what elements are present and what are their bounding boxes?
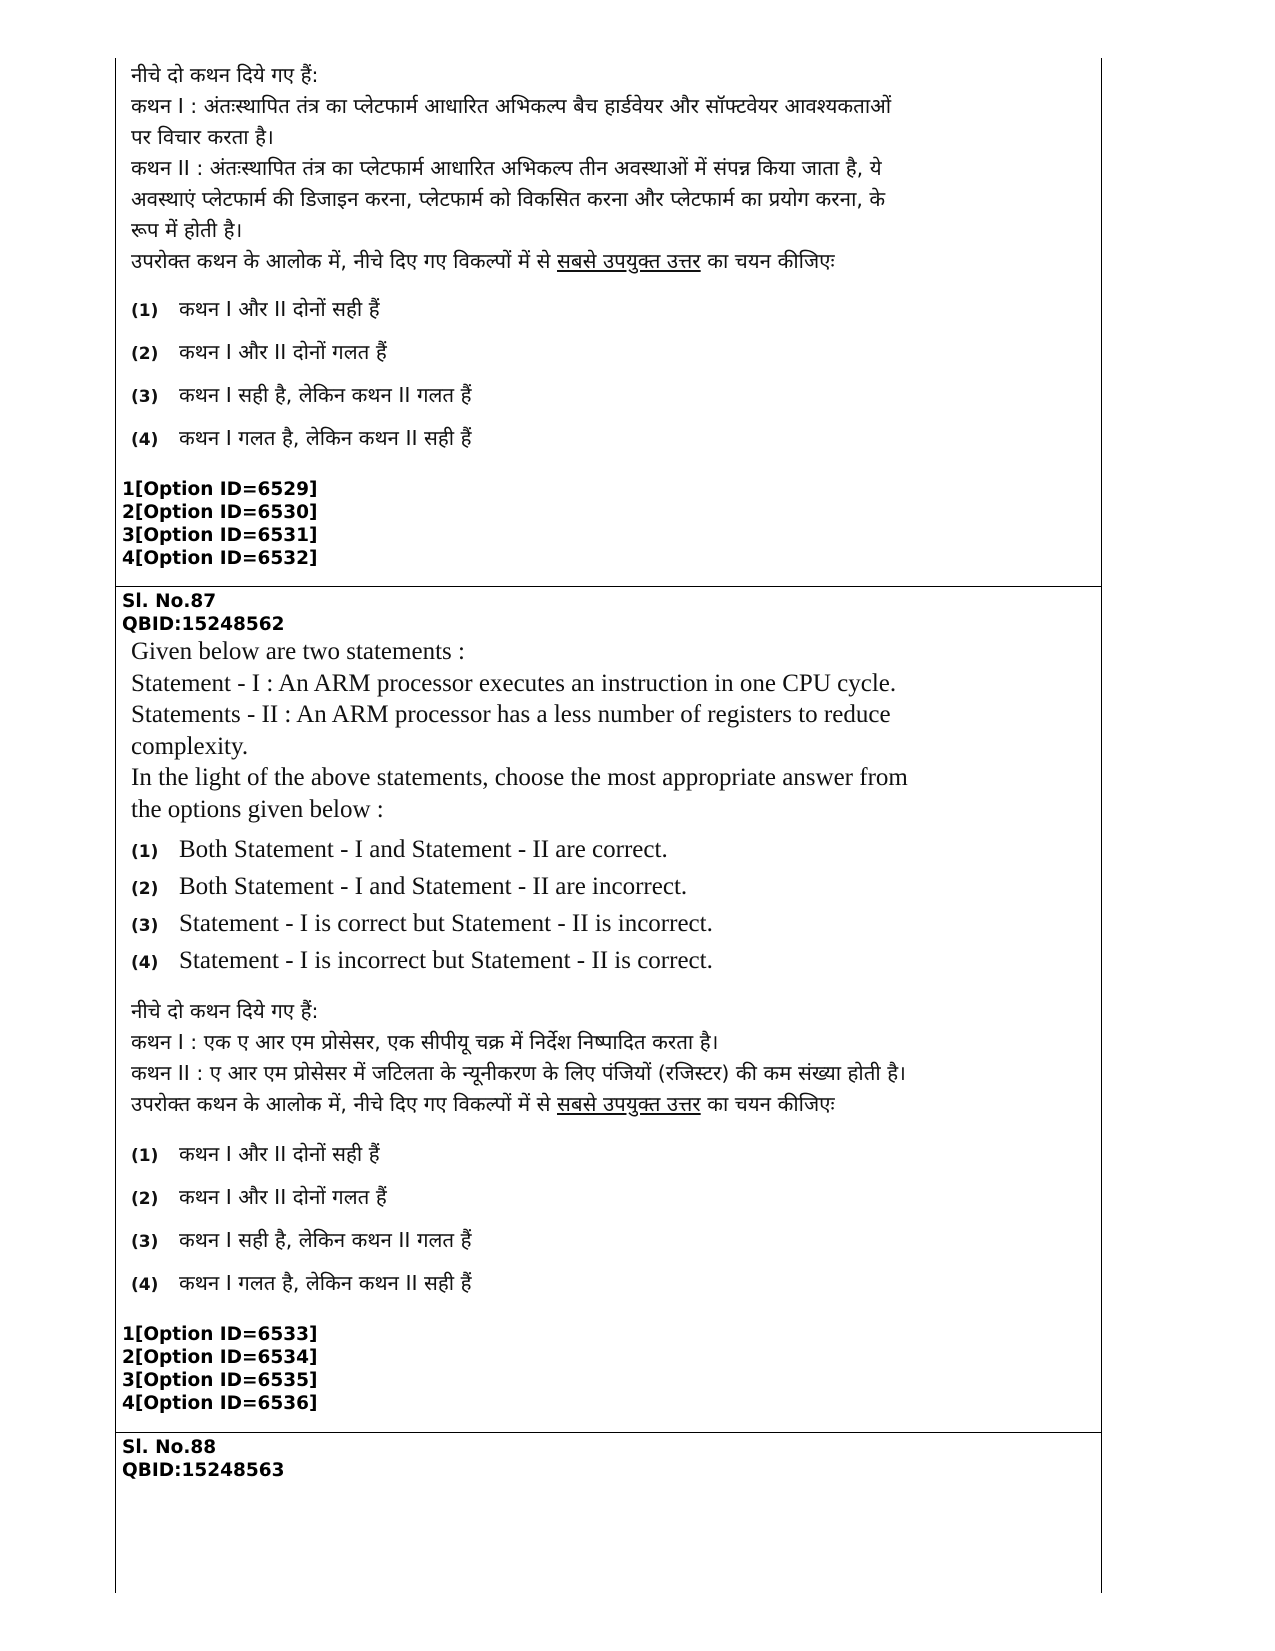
question-line: कथन II : ए आर एम प्रोसेसर में जटिलता के न्यूनीकरण के लिए पंजियों (रजिस्टर) की कम संख्या होती है। bbox=[131, 1061, 906, 1085]
option-number: (4) bbox=[131, 953, 159, 973]
serial-number: Sl. No.87 bbox=[122, 591, 217, 612]
option-number: (3) bbox=[131, 387, 159, 407]
option-item bbox=[131, 1226, 472, 1254]
option-id: 2[Option ID=6534] bbox=[122, 1347, 318, 1368]
option-number: (2) bbox=[131, 1189, 159, 1209]
option-id: 2[Option ID=6530] bbox=[122, 502, 318, 523]
option-text: कथन I और II दोनों गलत हैं bbox=[179, 340, 387, 364]
question-instruction bbox=[131, 246, 1091, 277]
question-line: the options given below : bbox=[131, 795, 384, 823]
question-line: Statement - I : An ARM processor executes an instruction in one CPU cycle. bbox=[131, 669, 897, 697]
option-number: (1) bbox=[131, 301, 159, 321]
option-item bbox=[131, 947, 713, 975]
option-text: Statement - I is correct but Statement - II is incorrect. bbox=[179, 910, 713, 937]
english-question-text bbox=[131, 636, 1091, 825]
qbid: QBID:15248562 bbox=[122, 614, 285, 635]
question-line: नीचे दो कथन दिये गए हैं: bbox=[131, 63, 319, 87]
option-item bbox=[131, 910, 713, 938]
question-line: पर विचार करता है। bbox=[131, 125, 274, 149]
option-number: (4) bbox=[131, 1275, 159, 1295]
option-text: कथन I गलत है, लेकिन कथन II सही हैं bbox=[179, 426, 472, 450]
question-line: रूप में होती है। bbox=[131, 218, 243, 242]
option-text: कथन I सही है, लेकिन कथन II गलत हैं bbox=[179, 1228, 472, 1252]
serial-number: Sl. No.88 bbox=[122, 1437, 217, 1458]
option-number: (2) bbox=[131, 344, 159, 364]
instruction-text: उपरोक्त कथन के आलोक में, नीचे दिए गए विकल्पों में से bbox=[131, 1092, 557, 1116]
option-item bbox=[131, 873, 687, 901]
question-line: अवस्थाएं प्लेटफार्म की डिजाइन करना, प्लेटफार्म को विकसित करना और प्लेटफार्म का प्रयोग करना, के bbox=[131, 187, 886, 211]
question-line: कथन II : अंतःस्थापित तंत्र का प्लेटफार्म आधारित अभिकल्प तीन अवस्थाओं में संपन्न किया जाता है, ये bbox=[131, 156, 882, 180]
instruction-emphasis: सबसे उपयुक्त उत्तर bbox=[557, 249, 701, 273]
instruction-text: का चयन कीजिएः bbox=[700, 1092, 835, 1116]
option-item bbox=[131, 1140, 380, 1168]
option-number: (1) bbox=[131, 842, 159, 862]
hindi-question-text bbox=[131, 60, 1091, 277]
option-item bbox=[131, 424, 472, 452]
question-header bbox=[122, 590, 284, 636]
option-id-list bbox=[122, 1323, 318, 1415]
instruction-text: का चयन कीजिएः bbox=[700, 249, 835, 273]
qbid: QBID:15248563 bbox=[122, 1460, 285, 1481]
option-item bbox=[131, 1183, 387, 1211]
row-divider bbox=[115, 1432, 1102, 1433]
option-text: Both Statement - I and Statement - II are incorrect. bbox=[179, 873, 688, 900]
question-line: Statements - II : An ARM processor has a less number of registers to reduce bbox=[131, 701, 891, 728]
instruction-text: उपरोक्त कथन के आलोक में, नीचे दिए गए विकल्पों में से bbox=[131, 249, 557, 273]
option-id: 3[Option ID=6535] bbox=[122, 1370, 318, 1391]
option-text: कथन I और II दोनों गलत हैं bbox=[179, 1185, 387, 1209]
question-line: complexity. bbox=[131, 732, 249, 760]
question-instruction bbox=[131, 1089, 1091, 1120]
option-id: 4[Option ID=6536] bbox=[122, 1393, 318, 1414]
question-line: Given below are two statements : bbox=[131, 638, 465, 665]
option-item bbox=[131, 338, 387, 366]
option-text: कथन I सही है, लेकिन कथन II गलत हैं bbox=[179, 383, 472, 407]
option-id: 3[Option ID=6531] bbox=[122, 525, 318, 546]
option-number: (4) bbox=[131, 430, 159, 450]
option-item bbox=[131, 836, 668, 864]
question-line: कथन I : एक ए आर एम प्रोसेसर, एक सीपीयू चक्र में निर्देश निष्पादित करता है। bbox=[131, 1030, 719, 1054]
option-id: 1[Option ID=6533] bbox=[122, 1324, 318, 1345]
option-id-list bbox=[122, 478, 318, 570]
instruction-emphasis: सबसे उपयुक्त उत्तर bbox=[557, 1092, 701, 1116]
option-text: कथन I गलत है, लेकिन कथन II सही हैं bbox=[179, 1271, 472, 1295]
option-text: Statement - I is incorrect but Statement - II is correct. bbox=[179, 947, 713, 974]
option-number: (3) bbox=[131, 1232, 159, 1252]
question-line: नीचे दो कथन दिये गए हैं: bbox=[131, 999, 319, 1023]
option-item bbox=[131, 1269, 472, 1297]
option-item bbox=[131, 381, 472, 409]
question-line: In the light of the above statements, choose the most appropriate answer from bbox=[131, 764, 908, 791]
option-text: Both Statement - I and Statement - II are correct. bbox=[179, 836, 668, 863]
option-item bbox=[131, 295, 380, 323]
option-text: कथन I और II दोनों सही हैं bbox=[179, 1142, 380, 1166]
option-number: (2) bbox=[131, 879, 159, 899]
question-header bbox=[122, 1436, 284, 1482]
option-number: (3) bbox=[131, 916, 159, 936]
question-line: कथन I : अंतःस्थापित तंत्र का प्लेटफार्म आधारित अभिकल्प बैच हार्डवेयर और सॉफ्टवेयर आवश्यकताओं bbox=[131, 94, 892, 118]
hindi-question-text bbox=[131, 996, 1091, 1120]
option-id: 1[Option ID=6529] bbox=[122, 479, 318, 500]
option-text: कथन I और II दोनों सही हैं bbox=[179, 297, 380, 321]
option-id: 4[Option ID=6532] bbox=[122, 548, 318, 569]
row-divider bbox=[115, 586, 1102, 587]
option-number: (1) bbox=[131, 1146, 159, 1166]
